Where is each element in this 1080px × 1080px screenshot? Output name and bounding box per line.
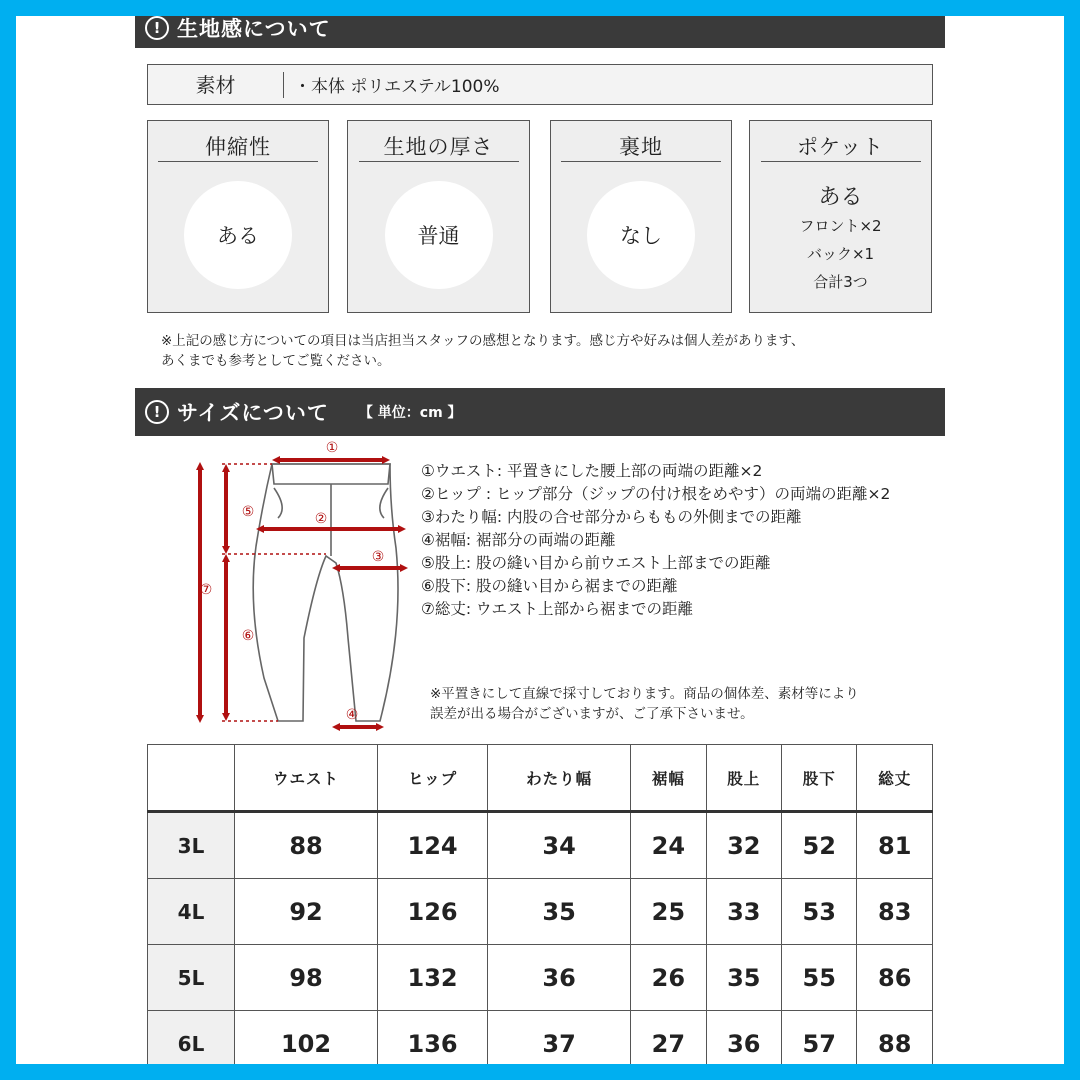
legend-item-hip: ②ヒップ : ヒップ部分（ジップの付け根をめやす）の両端の距離×2 [421,485,891,503]
header-rise: 股上 [706,745,781,812]
pocket-card [749,120,932,313]
table-cell: 52 [782,812,857,879]
pants-outline [253,464,398,721]
table-cell: 92 [235,879,378,945]
lining-card [550,120,732,313]
table-cell: 35 [706,945,781,1011]
table-cell: 33 [706,879,781,945]
table-cell: 53 [782,879,857,945]
pocket-card-detail-back: バック×1 [806,245,875,263]
stretch-card [147,120,329,313]
size-section-header [135,388,945,436]
table-cell: 35 [488,879,631,945]
stretch-card-value: ある [184,181,292,289]
pants-measurement-diagram [176,438,416,738]
fabric-section-title: 生地感について [177,17,331,41]
table-cell: 124 [378,812,488,879]
measure-arrows [200,460,404,727]
size-table-header-row [148,745,933,812]
table-cell: 27 [631,1011,706,1065]
pocket-card-detail-front: フロント×2 [799,217,882,235]
table-cell: 83 [857,879,933,945]
pocket-card-header: ポケット [761,133,921,162]
marker-2: ② [314,511,328,527]
marker-5: ⑤ [241,504,255,520]
header-inseam: 股下 [782,745,857,812]
size-section-title: サイズについて [177,401,329,425]
legend-item-waist: ①ウエスト: 平置きにした腰上部の両端の距離×2 [421,462,763,480]
size-unit-label: 【 単位：cm 】 [358,405,462,421]
size-label: 6L [148,1011,235,1065]
size-label: 5L [148,945,235,1011]
table-cell: 25 [631,879,706,945]
header-length: 総丈 [857,745,933,812]
fabric-note-line-2: あくまでも参考としてご覧ください。 [161,353,391,369]
table-row [148,945,933,1011]
table-row [148,879,933,945]
table-cell: 36 [706,1011,781,1065]
size-table [147,744,933,1064]
pocket-card-detail-total: 合計3つ [813,273,868,291]
header-hem: 裾幅 [631,745,706,812]
thickness-card-header: 生地の厚さ [359,133,519,162]
lining-card-header: 裏地 [561,133,721,162]
header-hip: ヒップ [378,745,488,812]
stretch-card-header: 伸縮性 [158,133,318,162]
size-label: 4L [148,879,235,945]
lining-card-value: なし [587,181,695,289]
table-cell: 24 [631,812,706,879]
marker-4: ④ [345,707,359,723]
measurement-legend [421,460,890,621]
table-cell: 36 [488,945,631,1011]
reference-lines [222,464,326,721]
size-table-corner [148,745,235,812]
measure-note-line-1: ※平置きにして直線で採寸しております。商品の個体差、素材等により [430,686,859,702]
table-cell: 102 [235,1011,378,1065]
material-row [147,64,933,105]
table-cell: 136 [378,1011,488,1065]
table-row [148,1011,933,1065]
material-value: ・本体 ポリエステル100% [294,77,500,97]
fabric-note [161,331,941,371]
marker-6: ⑥ [241,628,255,644]
legend-item-rise: ⑤股上: 股の縫い目から前ウエスト上部までの距離 [421,554,771,572]
legend-item-inseam: ⑥股下: 股の縫い目から裾までの距離 [421,577,678,595]
pocket-card-value: ある [818,185,863,210]
legend-item-thigh: ③わたり幅: 内股の合せ部分からももの外側までの距離 [421,508,802,526]
table-cell: 55 [782,945,857,1011]
legend-item-hem: ④裾幅: 裾部分の両端の距離 [421,531,616,549]
header-thigh: わたり幅 [488,745,631,812]
measure-note-line-2: 誤差が出る場合がございますが、ご了承下さいませ。 [430,706,754,722]
exclamation-icon: ! [145,400,169,424]
table-cell: 57 [782,1011,857,1065]
table-cell: 37 [488,1011,631,1065]
table-cell: 26 [631,945,706,1011]
header-waist: ウエスト [235,745,378,812]
size-label: 3L [148,812,235,879]
table-cell: 86 [857,945,933,1011]
table-cell: 81 [857,812,933,879]
exclamation-icon: ! [145,16,169,40]
thickness-card-value: 普通 [385,181,493,289]
product-info-page [16,16,1064,1064]
table-cell: 32 [706,812,781,879]
marker-7: ⑦ [199,582,213,598]
table-cell: 126 [378,879,488,945]
table-cell: 98 [235,945,378,1011]
thickness-card [347,120,530,313]
table-cell: 88 [857,1011,933,1065]
table-cell: 34 [488,812,631,879]
table-cell: 88 [235,812,378,879]
legend-item-length: ⑦総丈: ウエスト上部から裾までの距離 [421,600,694,618]
material-label: 素材 [148,72,284,98]
table-cell: 132 [378,945,488,1011]
table-row [148,812,933,879]
fabric-note-line-1: ※上記の感じ方についての項目は当店担当スタッフの感想となります。感じ方や好みは個人差があります、 [161,333,805,349]
marker-3: ③ [371,549,385,565]
measure-note [430,684,950,724]
fabric-section-header [135,16,945,48]
marker-1: ① [325,440,339,456]
